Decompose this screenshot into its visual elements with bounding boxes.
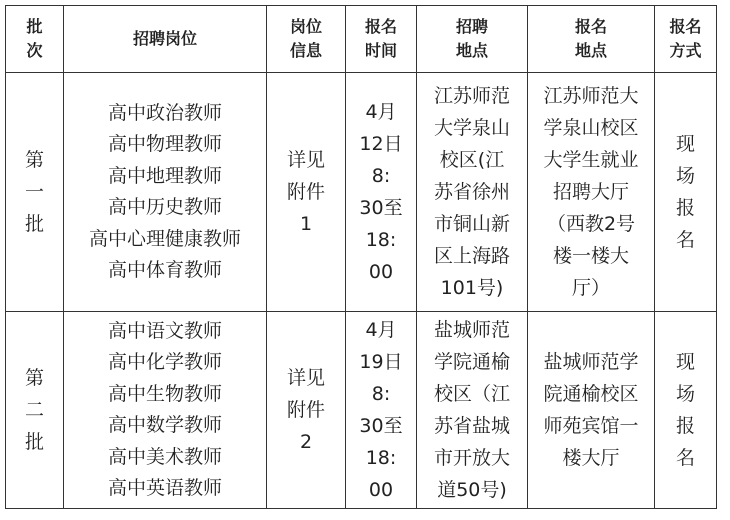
positions-cell: 高中语文教师 高中化学教师 高中生物教师 高中数学教师 高中美术教师 高中英语教师 [64,312,267,509]
info-cell: 详见 附件 2 [267,312,346,509]
place-cell: 江苏师范 大学泉山 校区(江 苏省徐州 市铜山新 区上海路 101号) [417,73,528,312]
time-cell: 4月 19日 8: 30至 18: 00 [346,312,417,509]
header-position: 招聘岗位 [64,6,267,73]
reg-place-cell: 江苏师范大 学泉山校区 大学生就业 招聘大厅 （西教2号 楼一楼大 厅） [528,73,655,312]
time-cell: 4月 12日 8: 30至 18: 00 [346,73,417,312]
header-time: 报名 时间 [346,6,417,73]
table-row [6,73,717,312]
header-place: 招聘 地点 [417,6,528,73]
info-cell: 详见 附件 1 [267,73,346,312]
header-batch: 批 次 [6,6,64,73]
method-cell: 现 场 报 名 [655,73,717,312]
header-row [6,6,717,73]
recruitment-table [5,5,717,509]
batch-cell: 第 一 批 [6,73,64,312]
header-reg-place: 报名 地点 [528,6,655,73]
place-cell: 盐城师范 学院通榆 校区（江 苏省盐城 市开放大 道50号) [417,312,528,509]
method-cell: 现 场 报 名 [655,312,717,509]
positions-cell: 高中政治教师 高中物理教师 高中地理教师 高中历史教师 高中心理健康教师 高中体育教师 [64,73,267,312]
header-info: 岗位 信息 [267,6,346,73]
reg-place-cell: 盐城师范学 院通榆校区 师苑宾馆一 楼大厅 [528,312,655,509]
header-method: 报名 方式 [655,6,717,73]
batch-cell: 第 二 批 [6,312,64,509]
table-row [6,312,717,509]
